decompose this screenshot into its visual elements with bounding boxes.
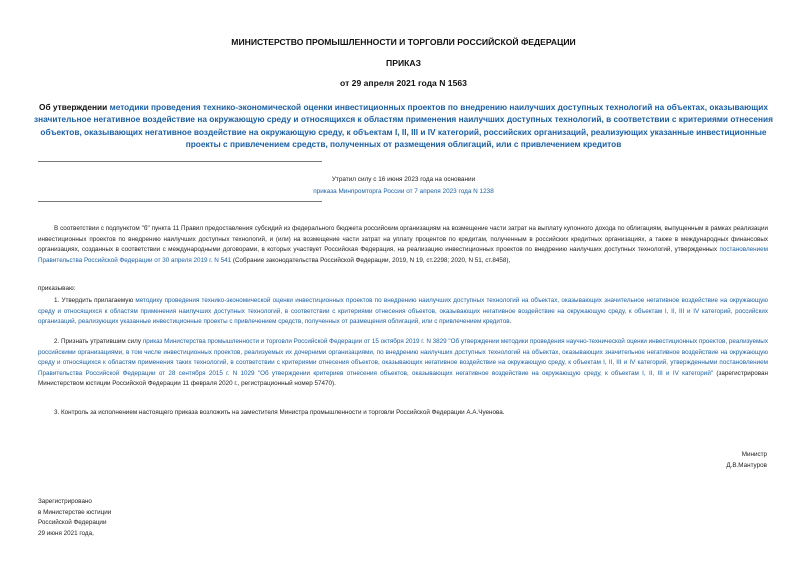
document-title — [32, 101, 775, 150]
ministry-name: МИНИСТЕРСТВО ПРОМЫШЛЕННОСТИ И ТОРГОВЛИ РОССИЙСКОЙ ФЕДЕРАЦИИ — [231, 37, 576, 47]
registration-line-2: в Министерстве юстиции — [38, 508, 112, 516]
item-3-paragraph: 3. Контроль за исполнением настоящего приказа возложить на заместителя Министра промышленности и торговли Российской Федерации А.А.Чуенова. — [54, 409, 505, 416]
item-1-text-1: 1. Утвердить прилагаемую — [54, 297, 136, 304]
item-1-link[interactable]: методику проведения технико-экономической оценки инвестиционных проектов по внедрению наилучших доступных технологий на объектах, оказывающих значительное негативное воздействие на окружающую среду и относящихся к областям применения наилучших доступных технологий, в соответствии с критериями отнесения объектов, оказывающих негативное воздействие на окружающую среду, к объектам I, II, III и IV категорий, российских организаций, реализующих указанные инвестиционные проекты с привлечением средств, полученных от размещения облигаций, или с привлечением кредитов — [38, 297, 768, 326]
item-2-link[interactable]: приказ Министерства промышленности и торговли Российской Федерации от 15 октября 2019 г. N 3829 "Об утверждении методики проведения научно-технической оценки инвестиционных проектов, реализуемых российскими организациями, в том числе инвестиционных проектов, реализуемых их дочерними организациями, по внедрению наилучших доступных технологий на объектах, оказывающих значительное негативное воздействие на окружающую среду и относящихся к областям применения таких технологий, в соответствии с критериями отнесения объектов, оказывающих негативное воздействие на окружающую среду, к объектам I, II, III и IV категорий, утвержденными постановлением Правительства Российской Федерации от 28 сентября 2015 г. N 1029 "Об утверждении критериев отнесения объектов, оказывающих негативное воздействие на окружающую среду, к объектам I, II, III и IV категорий" — [38, 338, 768, 377]
item-2-text-1: 2. Признать утратившим силу — [54, 338, 143, 345]
preamble-text-1: В соответствии с подпунктом "б" пункта 11 Правил предоставления субсидий из федерального бюджета российским организациям на возмещение части затрат на выплату купонного дохода по облигациям, выпущенным в рамках реализации инвестиционных проектов по внедрению наилучших доступных технологий, и (или) на возмещение части затрат на уплату процентов по кредитам, полученным в российских кредитных организациях, а также в международных финансовых организациях, созданных в соответствии с международными договорами, в которых участвует Российская Федерация, на реализацию инвестиционных проектов по внедрению наилучших доступных технологий, утвержденных — [38, 225, 768, 254]
signature-position: Министр — [741, 451, 767, 458]
signature-name: Д.В.Мантуров — [726, 462, 767, 469]
item-2-paragraph — [38, 337, 768, 390]
basis-link[interactable]: приказа Минпромторга России от 7 апреля 2023 года N 1238 — [313, 188, 494, 195]
registration-line-4: 29 июня 2021 года, — [38, 529, 94, 537]
item-1-text-2: . — [509, 318, 512, 326]
lost-force-text: Утратил силу с 16 июня 2023 года на основании — [331, 176, 476, 183]
registration-block — [38, 497, 111, 539]
title-prefix: Об утверждении — [39, 102, 110, 112]
preamble-link[interactable]: постановлением Правительства Российской Федерации от 30 апреля 2019 г. N 541 — [38, 246, 768, 264]
order-word: приказываю: — [38, 285, 76, 292]
divider-top — [38, 161, 322, 162]
item-1-paragraph — [38, 296, 768, 328]
status-note — [0, 174, 807, 198]
preamble-paragraph — [38, 224, 768, 266]
registration-line-1: Зарегистрировано — [38, 498, 92, 505]
document-type: ПРИКАЗ — [386, 58, 421, 68]
document-date-number: от 29 апреля 2021 года N 1563 — [340, 78, 467, 88]
divider-bottom — [38, 201, 322, 202]
registration-line-3: Российской Федерации — [38, 519, 107, 526]
title-link[interactable]: методики проведения технико-экономической оценки инвестиционных проектов по внедрению наилучших доступных технологий на объектах, оказывающих значительное негативное воздействие на окружающую среду и относящихся к областям применения наилучших доступных технологий, в соответствии с критериями отнесения объектов, оказывающих негативное воздействие на окружающую среду, к объектам I, II, III и IV категорий, российских организаций, реализующих указанные инвестиционные проекты с привлечением средств, полученных от размещения облигаций, или с привлечением кредитов — [34, 102, 773, 149]
item-2-text-2: (зарегистрирован Министерством юстиции Российской Федерации 11 февраля 2020 г., регистрационный номер 57470). — [38, 369, 768, 388]
preamble-text-2: (Собрание законодательства Российской Федерации, 2019, N 19, ст.2298; 2020, N 51, ст.8458), — [231, 256, 511, 264]
